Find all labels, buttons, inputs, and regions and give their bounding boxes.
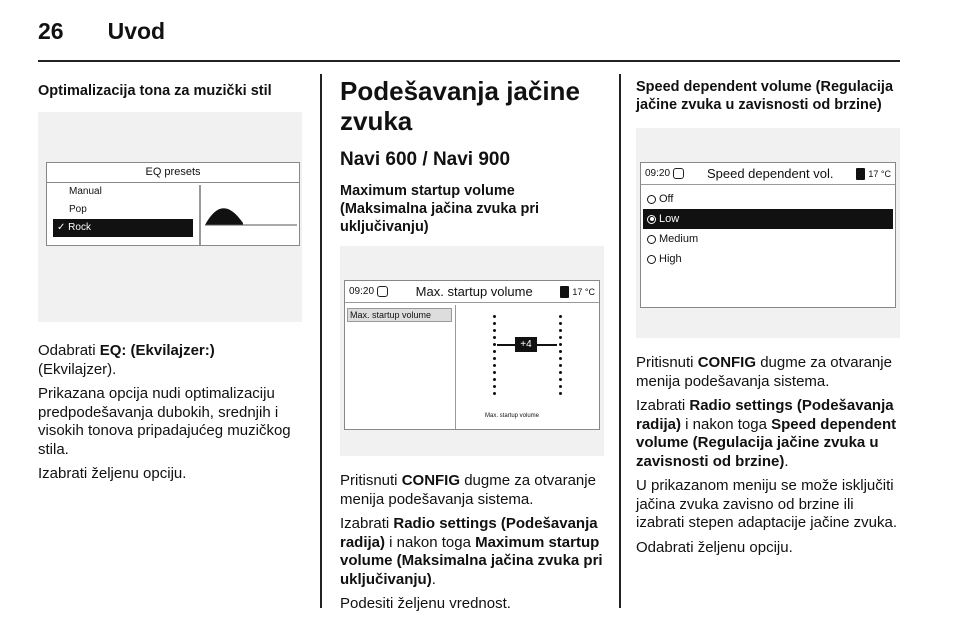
right-paragraph-3: U prikazanom meniju se može isključiti jačina zvuka zavisno od brzine ili izabrati stepen adaptacije jačine zvuka. bbox=[636, 477, 897, 531]
status-bar bbox=[345, 281, 599, 303]
max-startup-heading: Maximum startup volume (Maksimalna jačina zvuka pri uključivanju) bbox=[340, 183, 540, 235]
column-divider-1 bbox=[320, 74, 322, 608]
radio-icon bbox=[647, 255, 656, 264]
clock-time: 09:20 bbox=[645, 168, 671, 179]
radio-selected-icon bbox=[647, 215, 656, 224]
page-title: Uvod bbox=[107, 18, 166, 44]
speed-dependent-screenshot bbox=[636, 128, 900, 338]
left-paragraph-3: Izabrati željenu opciju. bbox=[38, 465, 187, 482]
eq-screen bbox=[46, 162, 300, 246]
eq-preset-list bbox=[53, 183, 193, 237]
radio-icon bbox=[647, 235, 656, 244]
page-header bbox=[38, 18, 165, 45]
section-title: Podešavanja jačine zvuka bbox=[340, 76, 580, 136]
right-paragraph-2: Izabrati Radio settings (Podešavanja radija) i nakon toga Speed dependent volume (Regulacija jačine zvuka u zavisnosti od brzine). bbox=[636, 397, 897, 470]
eq-item-manual[interactable]: Manual bbox=[69, 186, 102, 197]
section-subtitle: Navi 600 / Navi 900 bbox=[340, 149, 511, 170]
right-paragraph-1: Pritisnuti CONFIG dugme za otvaranje menija podešavanja sistema. bbox=[636, 354, 892, 390]
clock-time: 09:20 bbox=[349, 286, 375, 297]
eq-item-rock[interactable]: ✓ Rock bbox=[53, 219, 193, 237]
header-rule bbox=[38, 60, 900, 62]
status-bar bbox=[641, 163, 895, 185]
eq-item-pop[interactable]: Pop bbox=[69, 204, 87, 215]
max-startup-screen bbox=[344, 280, 600, 430]
clock-icon bbox=[673, 168, 684, 179]
speed-dependent-heading: Speed dependent volume (Regulacija jačine zvuka u zavisnosti od brzine) bbox=[636, 79, 894, 113]
phone-icon bbox=[856, 168, 865, 180]
right-column bbox=[636, 76, 902, 557]
speed-options-list bbox=[643, 189, 893, 269]
speed-dependent-screen bbox=[640, 162, 896, 308]
phone-icon bbox=[560, 286, 569, 298]
option-high[interactable]: High bbox=[643, 249, 893, 269]
option-medium[interactable]: Medium bbox=[643, 229, 893, 249]
right-paragraph-4: Odabrati željenu opciju. bbox=[636, 538, 793, 556]
temperature: 17 °C bbox=[572, 286, 595, 297]
column-divider-2 bbox=[619, 74, 621, 608]
option-off[interactable]: Off bbox=[643, 189, 893, 209]
left-heading: Optimalizacija tona za muzički stil bbox=[38, 83, 272, 99]
option-low[interactable]: Low bbox=[643, 209, 893, 229]
volume-value-slider[interactable]: +4 bbox=[515, 337, 537, 352]
slider-caption: Max. startup volume bbox=[485, 413, 540, 419]
screen-title: Max. startup volume bbox=[415, 284, 533, 299]
middle-column bbox=[340, 76, 606, 614]
max-startup-screenshot bbox=[340, 246, 604, 456]
volume-scale-right bbox=[559, 315, 562, 399]
left-paragraph-2: Prikazana opcija nudi optimalizaciju predpodešavanja dubokih, srednjih i visokih tonova pripadajućeg muzičkog stila. bbox=[38, 385, 291, 458]
clock-icon bbox=[377, 286, 388, 297]
left-paragraph-1: Odabrati EQ: (Ekvilajzer:) (Ekvilajzer). bbox=[38, 342, 215, 378]
temperature: 17 °C bbox=[868, 168, 891, 179]
middle-paragraph-1: Pritisnuti CONFIG dugme za otvaranje menija podešavanja sistema. bbox=[340, 472, 596, 508]
left-column bbox=[38, 76, 304, 484]
eq-screen-title: EQ presets bbox=[145, 166, 201, 178]
menu-item-max-startup[interactable]: Max. startup volume bbox=[347, 308, 452, 322]
volume-scale-left bbox=[493, 315, 496, 399]
middle-paragraph-3: Podesiti željenu vrednost. bbox=[340, 595, 511, 612]
eq-curve-icon bbox=[197, 185, 297, 245]
page-number: 26 bbox=[38, 18, 64, 44]
radio-icon bbox=[647, 195, 656, 204]
eq-presets-screenshot bbox=[38, 112, 302, 322]
screen-title: Speed dependent vol. bbox=[706, 166, 834, 181]
middle-paragraph-2: Izabrati Radio settings (Podešavanja radija) i nakon toga Maximum startup volume (Maksimalna jačina zvuka pri uključivanju). bbox=[340, 515, 603, 588]
